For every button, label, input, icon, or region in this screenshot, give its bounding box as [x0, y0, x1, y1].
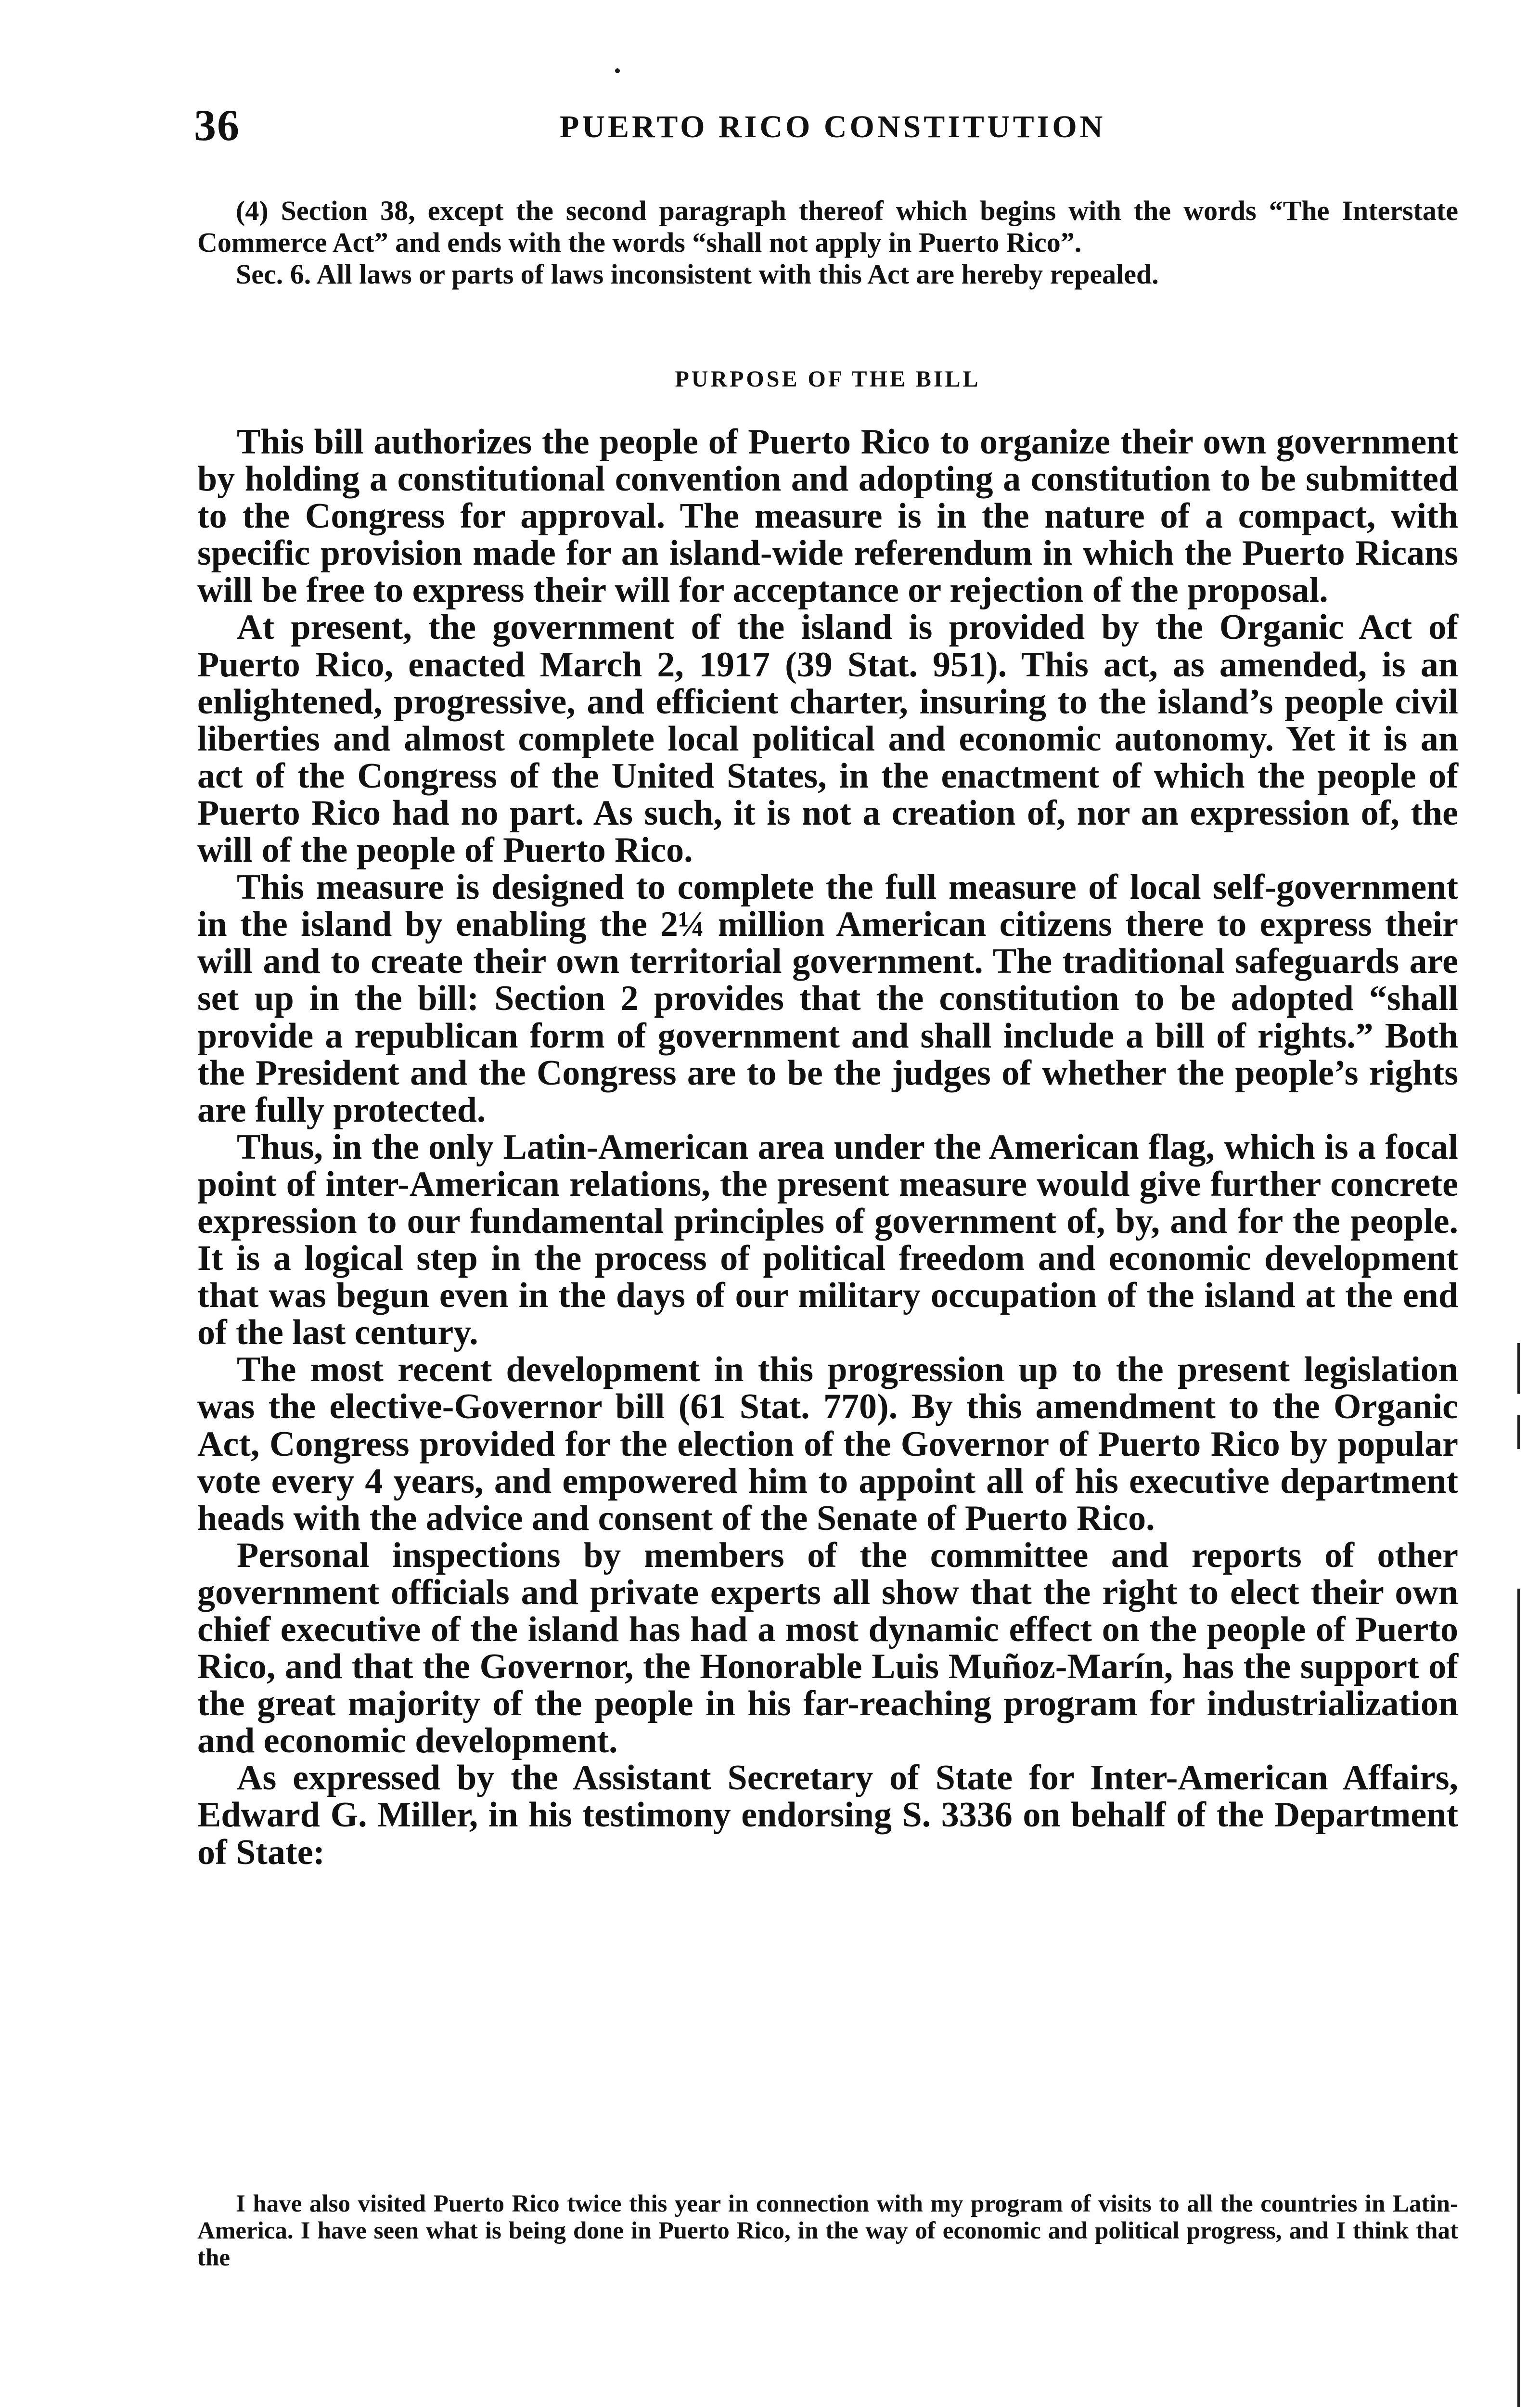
- margin-rule: [1517, 1589, 1520, 2407]
- body-paragraph: The most recent development in this progression up to the present legislation was the elective-Governor bill (61 Stat. 770). By this amendment to the Organic Act, Congress provided for the election of the Governor of Puerto Rico by popular vote every 4 years, and empowered him to appoint all of his executive department heads with the advice and consent of the Senate of Puerto Rico.: [197, 1350, 1458, 1538]
- testimony-quote: [197, 2190, 1458, 2271]
- running-title: PUERTO RICO CONSTITUTION: [560, 109, 1106, 144]
- body-paragraph: Personal inspections by members of the committee and reports of other government officials and private experts all show that the right to elect their own chief executive of the island has had a most dynamic effect on the people of Puerto Rico, and that the Governor, the Honorable Luis Muñoz-Marín, has the support of the great majority of the people in his far-reaching program for industrialization and economic development.: [197, 1535, 1458, 1761]
- section-heading: PURPOSE OF THE BILL: [675, 366, 981, 392]
- body-paragraph: As expressed by the Assistant Secretary of State for Inter-American Affairs, Edward G. Miller, in his testimony endorsing S. 3336 on behalf of the Department of State:: [197, 1758, 1458, 1872]
- body-text: [197, 424, 1458, 1871]
- page-header: [194, 96, 1460, 154]
- paragraph-sec-6: Sec. 6. All laws or parts of laws inconsistent with this Act are hereby repealed.: [236, 259, 1159, 290]
- opening-provisions: [197, 195, 1458, 290]
- quote-text: I have also visited Puerto Rico twice this year in connection with my program of visits to all the countries in Latin-America. I have seen what is being done in Puerto Rico, in the way of economic and political progress, and I think that the: [197, 2190, 1458, 2271]
- paragraph-section-38: (4) Section 38, except the second paragraph thereof which begins with the words “The Interstate Commerce Act” and ends with the words “shall not apply in Puerto Rico”.: [197, 195, 1458, 258]
- margin-rule: [1517, 1415, 1520, 1449]
- body-paragraph: At present, the government of the island is provided by the Organic Act of Puerto Rico, enacted March 2, 1917 (39 Stat. 951). This act, as amended, is an enlightened, progressive, and efficient charter, insuring to the island’s people civil liberties and almost complete local political and economic autonomy. Yet it is an act of the Congress of the United States, in the enactment of which the people of Puerto Rico had no part. As such, it is not a creation of, nor an expression of, the will of the people of Puerto Rico.: [197, 608, 1458, 870]
- body-paragraph: This bill authorizes the people of Puerto Rico to organize their own government by holding a constitutional convention and adopting a constitution to be submitted to the Congress for approval. The measure is in the nature of a compact, with specific provision made for an island-wide referendum in which the Puerto Ricans will be free to express their will for acceptance or rejection of the proposal.: [197, 422, 1458, 610]
- ink-dot: [615, 68, 620, 73]
- body-paragraph: Thus, in the only Latin-American area under the American flag, which is a focal point of inter-American relations, the present measure would give further concrete expression to our fundamental principles of government of, by, and for the people. It is a logical step in the process of political freedom and economic development that was begun even in the days of our military occupation of the island at the end of the last century.: [197, 1127, 1458, 1353]
- page-number: 36: [194, 101, 240, 150]
- margin-rule: [1517, 1343, 1520, 1394]
- body-paragraph: This measure is designed to complete the full measure of local self-government in the island by enabling the 2¼ million American citizens there to express their will and to create their own territorial government. The traditional safeguards are set up in the bill: Section 2 provides that the constitution to be adopted “shall provide a republican form of government and shall include a bill of rights.” Both the President and the Congress are to be the judges of whether the people’s rights are fully protected.: [197, 867, 1458, 1130]
